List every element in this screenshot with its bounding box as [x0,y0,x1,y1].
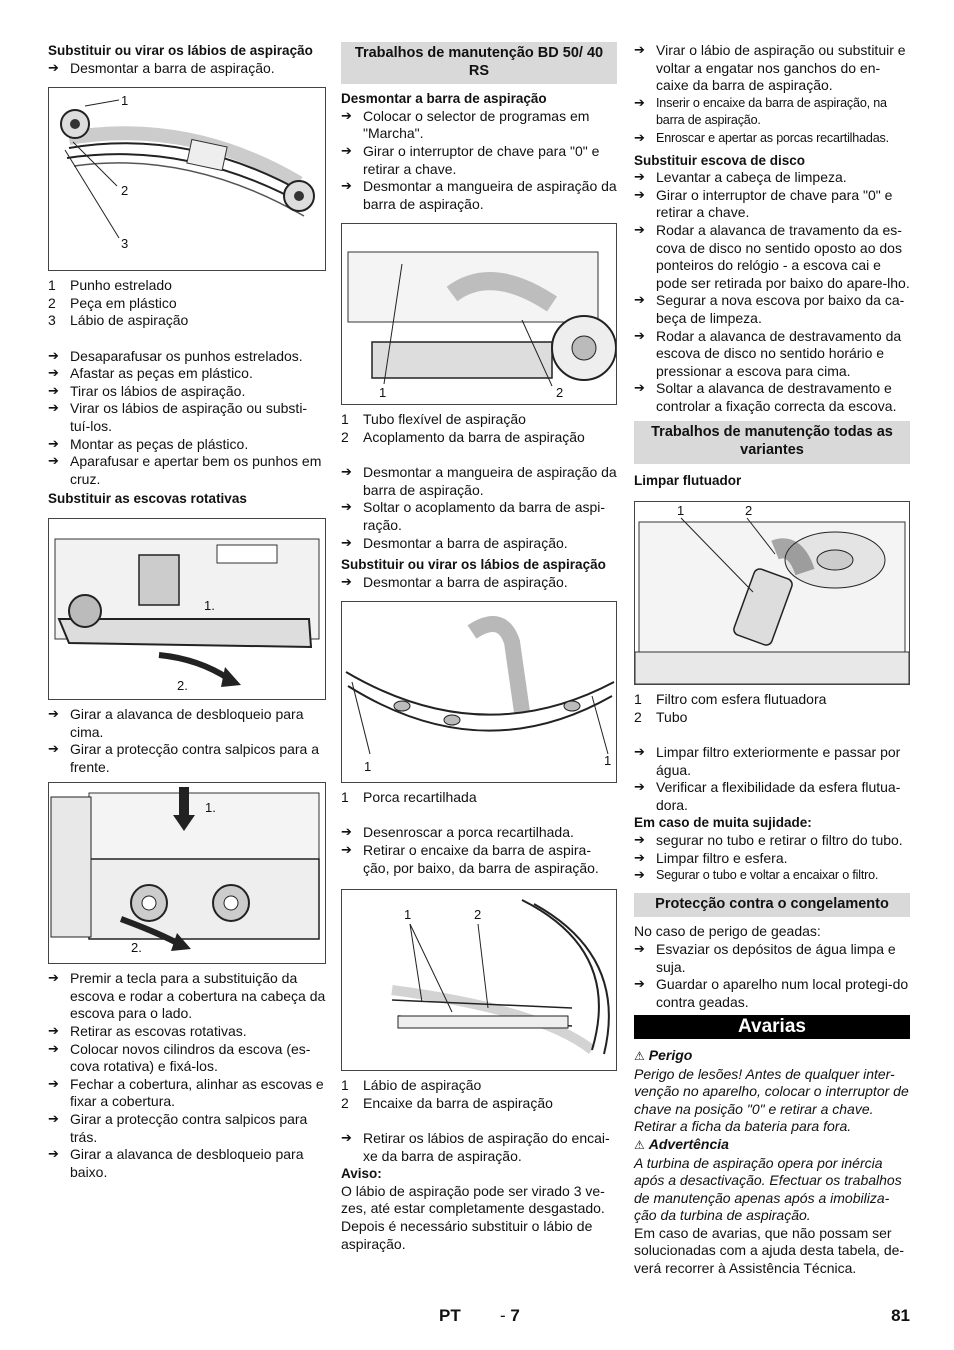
figure-squeegee-assembly [48,87,326,271]
step: ➔ Aparafusar e apertar bem os punhos em cruz. [48,453,326,488]
callout-label: 1 [677,503,685,519]
step: ➔ Rodar a alavanca de travamento da es-cova de disco no sentido oposto ao dos ponteiros do relógio - a escova cai e pode ser retirada por baixo do apare-lho. [634,222,910,292]
step-list [341,108,617,214]
step: ➔ Rodar a alavanca de destravamento da escova de disco no sentido horário e pressionar a escova para cima. [634,328,910,381]
callout-label: 1 [604,753,612,769]
step: ➔ Desmontar a barra de aspiração. [341,535,617,553]
step: ➔ Premir a tecla para a substituição da escova e rodar a cobertura na cabeça da escova para o lado. [48,970,326,1023]
step: ➔ Limpar filtro e esfera. [634,850,910,868]
step: ➔ Girar o interruptor de chave para "0" e retirar a chave. [341,143,617,178]
callout-label: 2 [745,503,753,519]
step: ➔ Guardar o aparelho num local protegi-do contra geadas. [634,976,910,1011]
callout-label: 2. [177,677,188,693]
step-list [341,824,617,877]
step-list [341,464,617,552]
section-header-all-variants: Trabalhos de manutenção todas as variantes [634,421,910,463]
step-list [634,42,910,148]
callout-label: 1. [204,597,215,613]
step: ➔ Virar o lábio de aspiração ou substituir e voltar a engatar nos ganchos do en-caixe da barra de aspiração. [634,42,910,95]
step-list [48,706,326,776]
step: ➔ Desmontar a mangueira de aspiração da barra de aspiração. [341,464,617,499]
brush-cover-illustration [49,783,325,963]
note-text: O lábio de aspiração pode ser virado 3 ve-zes, até estar completamente desgastado. Depois é necessário substituir o lábio de aspiração. [341,1182,605,1252]
legend-item: 1 Punho estrelado [48,277,172,294]
page-number: 81 [891,1306,910,1325]
step: ➔ Enroscar e apertar as porcas recartilhadas. [634,130,910,148]
column-right [634,42,910,1278]
heading-replace-disc-brush: Substituir escova de disco [634,152,806,168]
step: ➔ Soltar o acoplamento da barra de aspi-ração. [341,499,617,534]
step: ➔ Tirar os lábios de aspiração. [48,383,326,401]
legend-item: 1 Filtro com esfera flutuadora [634,691,827,708]
step: ➔ Afastar as peças em plástico. [48,365,326,383]
step-list [634,832,910,885]
step-list [48,970,326,1181]
heading-clean-float: Limpar flutuador [634,472,742,488]
step: ➔ Girar a alavanca de desbloqueio para cima. [48,706,326,741]
step: ➔ Desaparafusar os punhos estrelados. [48,348,326,366]
callout-label: 1 [404,907,412,923]
legend-item: 1 Porca recartilhada [341,789,477,806]
step: ➔ Girar a alavanca de desbloqueio para baixo. [48,1146,326,1181]
step: ➔ Retirar o encaixe da barra de aspira-ção, por baixo, da barra de aspiração. [341,842,617,877]
section-bar-faults: Avarias [634,1015,910,1039]
step: ➔ Segurar a nova escova por baixo da ca-beça de limpeza. [634,292,910,327]
step-list [634,744,910,814]
step: ➔ Colocar novos cilindros da escova (es-cova rotativa) e fixá-los. [48,1041,326,1076]
step: ➔ Girar a protecção contra salpicos para trás. [48,1111,326,1146]
warning-triangle-icon: ⚠ [634,1137,645,1152]
language-code: PT [439,1306,461,1325]
step: ➔ Desmontar a barra de aspiração. [341,574,617,592]
step: ➔ Girar o interruptor de chave para "0" e retirar a chave. [634,187,910,222]
step: ➔ Desmontar a barra de aspiração. [48,60,326,78]
legend-list [634,691,910,726]
legend-item: 3 Lábio de aspiração [48,312,189,329]
step-list [48,348,326,489]
callout-label: 2 [121,183,129,199]
legend-list [341,1077,617,1112]
legend-item: 2 Acoplamento da barra de aspiração [341,428,585,445]
step: ➔ Colocar o selector de programas em "Marcha". [341,108,617,143]
step-list [48,60,326,78]
danger-text: Perigo de lesões! Antes de qualquer inter-venção no aparelho, colocar o interruptor de chave na posição "0" e retirar a chave. Retirar a ficha da bateria para fora. [634,1065,909,1135]
heading-heavy-soiling: Em caso de muita sujidade: [634,815,812,831]
note-title: Aviso: [341,1166,382,1182]
brush-head-illustration [49,519,325,699]
section-header-frost-protection: Protecção contra o congelamento [634,893,910,918]
legend-item: 1 Tubo flexível de aspiração [341,411,526,428]
figure-float-filter [634,501,910,685]
legend-list [341,789,617,807]
squeegee-bar-illustration [342,602,616,782]
step: ➔ Fechar a cobertura, alinhar as escovas e fixar a cobertura. [48,1076,326,1111]
figure-splash-guard [48,518,326,700]
step: ➔ Retirar as escovas rotativas. [48,1023,326,1041]
heading-replace-brushes: Substituir as escovas rotativas [48,491,247,507]
legend-item: 2 Encaixe da barra de aspiração [341,1094,553,1111]
suction-hose-illustration [342,224,616,404]
frost-intro: No caso de perigo de geadas: [634,923,821,940]
step: ➔ segurar no tubo e retirar o filtro do tubo. [634,832,910,850]
legend-item: 2 Peça em plástico [48,294,177,311]
page-footer [0,1307,954,1331]
column-middle [341,42,617,1253]
step: ➔ Desenroscar a porca recartilhada. [341,824,617,842]
step: ➔ Levantar a cabeça de limpeza. [634,169,910,187]
step: ➔ Desmontar a mangueira de aspiração da barra de aspiração. [341,178,617,213]
legend-item: 1 Lábio de aspiração [341,1077,482,1094]
squeegee-illustration [49,88,325,270]
faults-text: Em caso de avarias, que não possam ser solucionadas com a ajuda desta tabela, de-verá recorrer à Assistência Técnica. [634,1224,905,1277]
heading-dismount-squeegee: Desmontar a barra de aspiração [341,91,547,107]
callout-label: 2 [474,907,482,923]
column-left [48,42,326,1181]
callout-label: 1 [121,93,129,109]
step: ➔ Virar os lábios de aspiração ou substi-tuí-los. [48,400,326,435]
step-list [341,1130,617,1165]
heading-replace-lips: Substituir ou virar os lábios de aspiração [48,43,313,58]
warning-triangle-icon: ⚠ [634,1048,645,1063]
step: ➔ Inserir o encaixe da barra de aspiração, na barra de aspiração. [634,95,910,130]
warning-text: A turbina de aspiração opera por inércia após a desactivação. Efectuar os trabalhos de manutenção apenas após a imobiliza-ção da turbina de aspiração. [634,1154,902,1224]
heading-replace-lips-2: Substituir ou virar os lábios de aspiração [341,557,606,573]
step-list [634,169,910,415]
step: ➔ Montar as peças de plástico. [48,436,326,454]
figure-knurled-nuts [341,601,617,783]
callout-label: 1 [379,385,387,401]
step-list [341,574,617,592]
callout-label: 1 [364,759,372,775]
warning-heading: ⚠ Advertência [634,1135,729,1152]
float-filter-illustration [635,502,909,684]
callout-label: 1. [205,800,216,816]
figure-suction-hose [341,223,617,405]
step: ➔ Girar a protecção contra salpicos para a frente. [48,741,326,776]
step: ➔ Verificar a flexibilidade da esfera flutua-dora. [634,779,910,814]
figure-brush-cover [48,782,326,964]
step: ➔ Soltar a alavanca de destravamento e controlar a fixação correcta da escova. [634,380,910,415]
section-page: - 7 [500,1306,520,1325]
legend-item: 2 Tubo [634,708,688,725]
figure-squeegee-lips [341,889,617,1071]
legend-list [341,411,617,446]
step: ➔ Limpar filtro exteriormente e passar por água. [634,744,910,779]
callout-label: 3 [121,236,129,252]
step: ➔ Esvaziar os depósitos de água limpa e suja. [634,941,910,976]
danger-heading: ⚠ Perigo [634,1046,693,1063]
callout-label: 2. [131,940,142,956]
step-list [634,941,910,1011]
legend-list [48,277,326,330]
step: ➔ Retirar os lábios de aspiração do encai-xe da barra de aspiração. [341,1130,617,1165]
callout-label: 2 [556,385,564,401]
section-header-bd50: Trabalhos de manutenção BD 50/ 40 RS [341,42,617,84]
step: ➔ Segurar o tubo e voltar a encaixar o filtro. [634,867,910,885]
